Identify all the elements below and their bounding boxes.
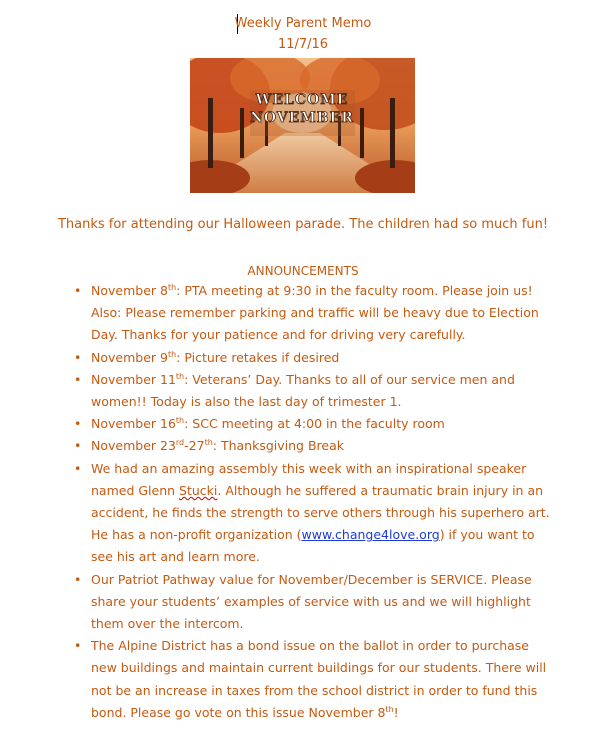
item-text: We had an amazing assembly this week with an inspirational speaker named Glenn <box>91 460 527 498</box>
item-text: November 11 <box>91 371 176 387</box>
memo-date: 11/7/16 <box>277 37 329 52</box>
item-text: November 9 <box>91 349 168 365</box>
bullet-icon: • <box>74 371 82 387</box>
item-text: : Veterans’ Day. Thanks to all of our service men and women!! Today is also the last day of trimester 1. <box>91 371 515 410</box>
superscript: rd <box>175 438 185 448</box>
bullet-icon: • <box>74 638 82 654</box>
list-item <box>74 569 554 636</box>
item-text: Our Patriot Pathway value for November/December is SERVICE. Please share your students’ examples of service with us and we will highlight them over the intercom. <box>91 571 532 632</box>
superscript: th <box>167 282 177 292</box>
item-text: November 16 <box>91 416 176 432</box>
bullet-icon: • <box>74 571 82 587</box>
superscript: th <box>175 371 185 381</box>
superscript: th <box>167 349 177 359</box>
item-text: ! <box>393 704 399 720</box>
thanks-message: Thanks for attending our Halloween parade. The children had so much fun! <box>57 217 549 232</box>
item-text: : SCC meeting at 4:00 in the faculty room <box>184 416 445 432</box>
item-text: -27 <box>184 438 205 454</box>
list-item <box>74 413 554 435</box>
item-text: : PTA meeting at 9:30 in the faculty room. Please join us! Also: Please remember parking and traffic will be heavy due to Election Day. Thanks for your patience and for driving very carefully. <box>91 283 539 343</box>
item-text: : Thanksgiving Break <box>212 438 344 454</box>
item-text: November 8 <box>91 283 168 298</box>
announcements-heading: ANNOUNCEMENTS <box>247 264 359 278</box>
bullet-icon: • <box>74 460 82 476</box>
list-item <box>74 369 554 413</box>
list-item <box>74 435 554 457</box>
bullet-icon: • <box>74 438 82 454</box>
list-item <box>74 458 554 569</box>
superscript: th <box>385 704 394 714</box>
bullet-icon: • <box>74 349 82 365</box>
item-text: The Alpine District has a bond issue on the ballot in order to purchase new buildings and maintain current buildings for our students. There will not be an increase in taxes from the school district in order to fund this bond. Please go vote on this issue November 8 <box>91 638 547 720</box>
item-text: . Although he suffered a traumatic brain injury in an accident, he finds the strength to serve others through his superhero art. He has a non-profit organization ( <box>91 482 550 543</box>
change4love-link[interactable]: www.change4love.org <box>301 527 440 543</box>
banner-november-text: NOVEMBER <box>250 110 354 126</box>
welcome-november-banner-image <box>190 58 415 193</box>
autumn-park-image <box>190 58 415 193</box>
speaker-name: Stucki <box>179 482 218 498</box>
item-text: November 23 <box>91 438 176 454</box>
superscript: th <box>204 438 213 448</box>
banner-welcome-text: WELCOME <box>255 92 349 108</box>
announcements-list <box>74 280 554 724</box>
bullet-icon: • <box>74 283 82 298</box>
item-text: : Picture retakes if desired <box>176 349 340 365</box>
memo-title: Weekly Parent Memo <box>234 16 372 31</box>
list-item <box>74 280 554 347</box>
superscript: th <box>175 416 185 426</box>
bullet-icon: • <box>74 416 82 432</box>
item-text: ) if you want to see his art and learn more. <box>91 527 535 565</box>
list-item <box>74 635 554 724</box>
list-item <box>74 347 554 369</box>
